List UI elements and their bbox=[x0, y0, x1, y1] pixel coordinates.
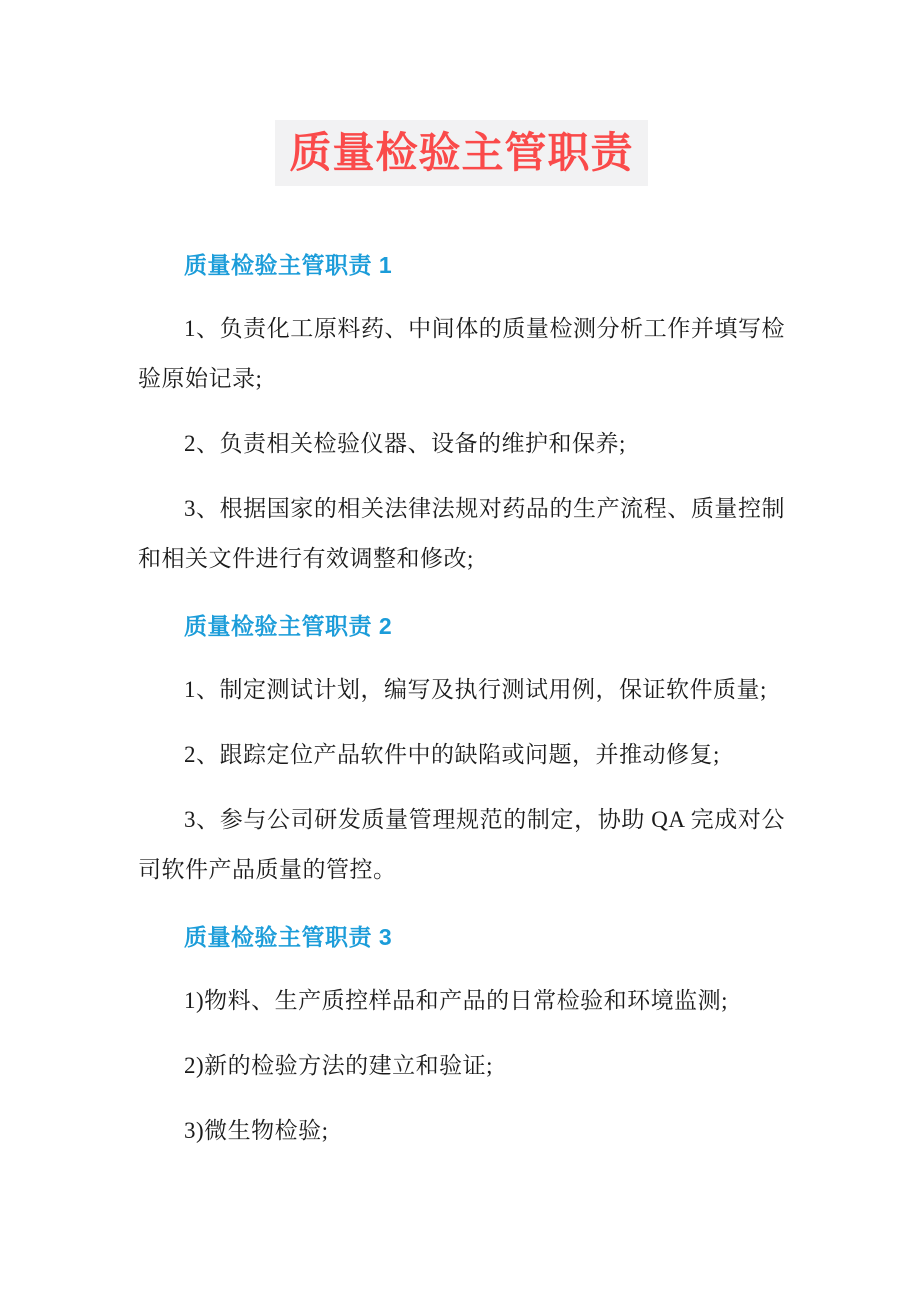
paragraph: 1、制定测试计划，编写及执行测试用例，保证软件质量; bbox=[184, 677, 767, 702]
section-3 bbox=[138, 922, 785, 1156]
section-3-heading: 质量检验主管职责 3 bbox=[184, 924, 393, 950]
section-2-heading: 质量检验主管职责 2 bbox=[184, 613, 393, 639]
paragraph: 1、负责化工原料药、中间体的质量检测分析工作并填写检验原始记录; bbox=[138, 316, 785, 391]
title-row bbox=[138, 120, 785, 186]
paragraph: 2)新的检验方法的建立和验证; bbox=[184, 1053, 494, 1078]
paragraph: 2、负责相关检验仪器、设备的维护和保养; bbox=[184, 431, 626, 456]
section-1 bbox=[138, 250, 785, 584]
section-2 bbox=[138, 611, 785, 895]
paragraph: 2、跟踪定位产品软件中的缺陷或问题，并推动修复; bbox=[184, 742, 720, 767]
paragraph: 1)物料、生产质控样品和产品的日常检验和环境监测; bbox=[184, 988, 729, 1013]
paragraph: 3、根据国家的相关法律法规对药品的生产流程、质量控制和相关文件进行有效调整和修改; bbox=[138, 496, 785, 571]
paragraph: 3)微生物检验; bbox=[184, 1118, 329, 1143]
paragraph: 3、参与公司研发质量管理规范的制定，协助 QA 完成对公司软件产品质量的管控。 bbox=[138, 807, 785, 882]
page-title: 质量检验主管职责 bbox=[275, 120, 647, 186]
section-1-heading: 质量检验主管职责 1 bbox=[184, 252, 393, 278]
